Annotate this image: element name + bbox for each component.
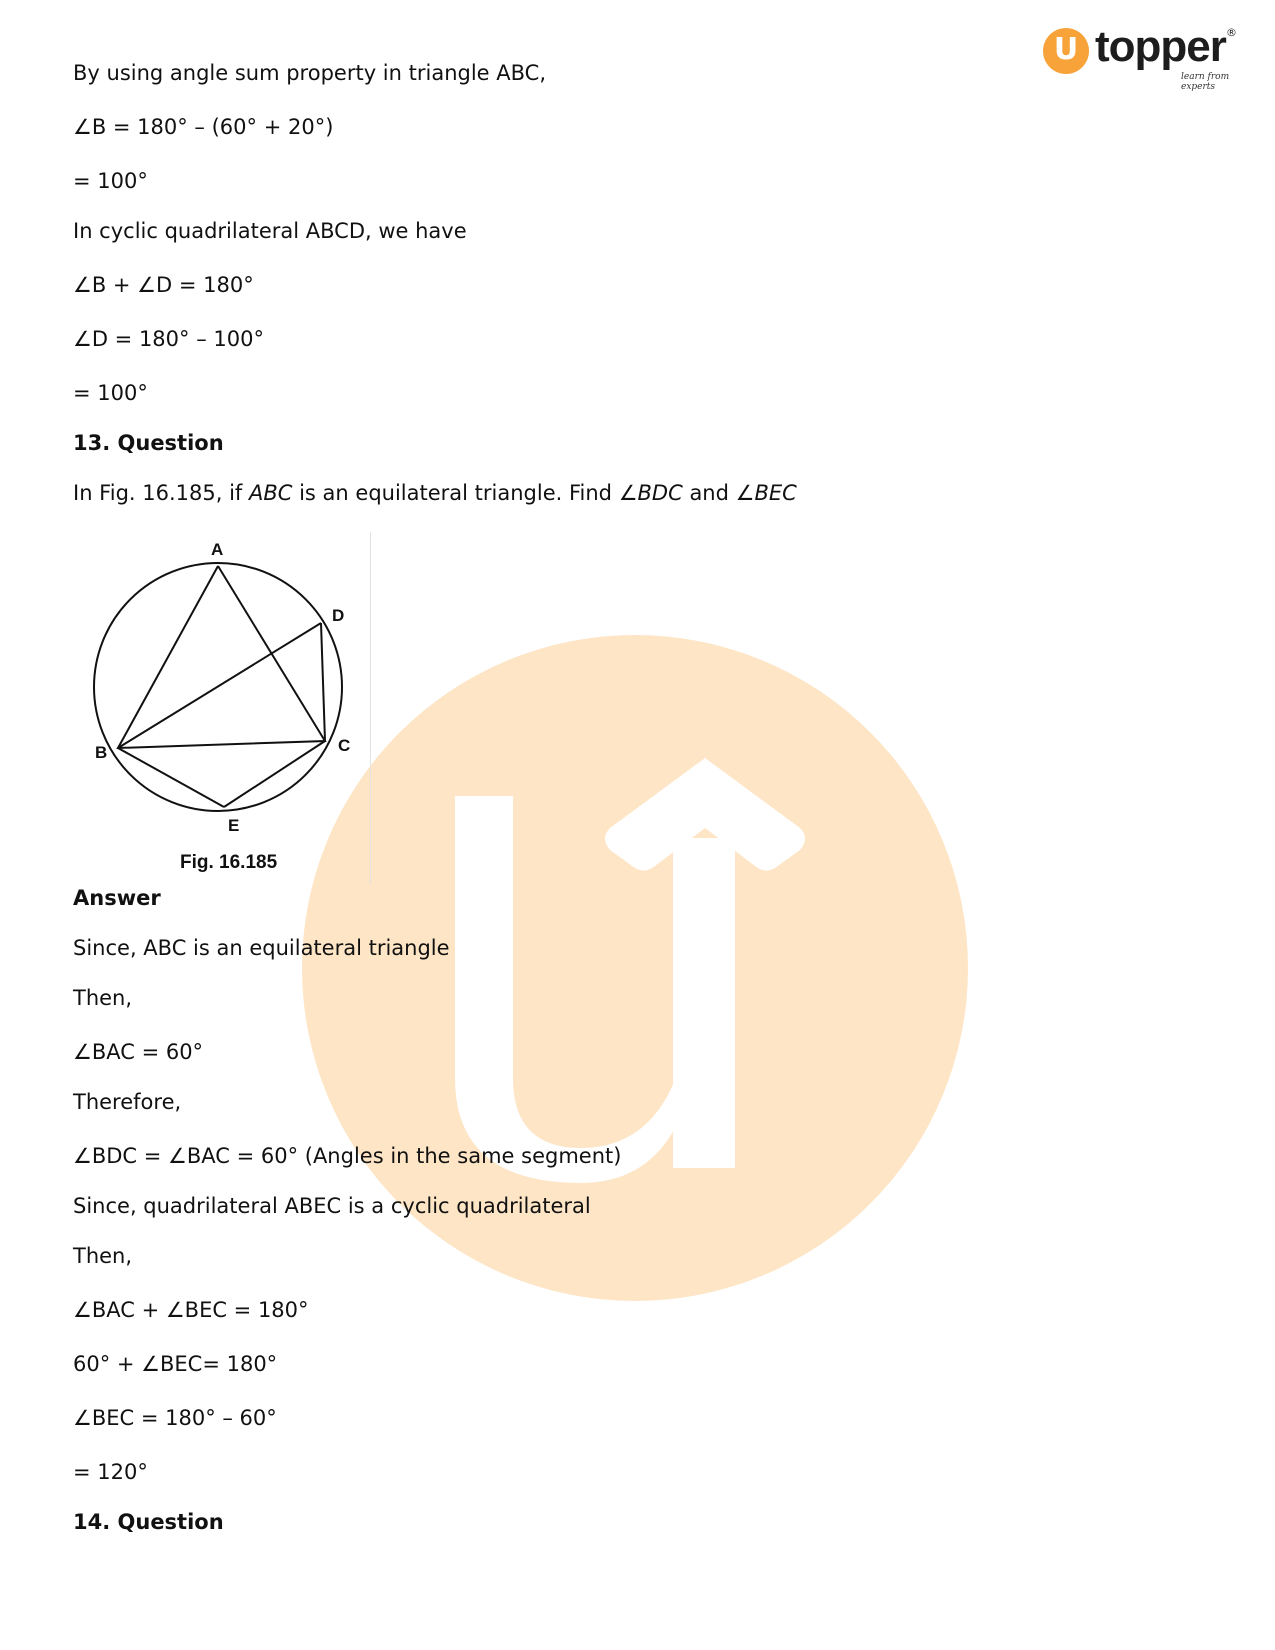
answer-line: 60° + ∠BEC= 180° [73,1352,278,1376]
circle-figure [85,535,385,890]
answer-line: Since, ABC is an equilateral triangle [73,936,450,960]
logo-mark: U [1043,28,1089,74]
equation-line: = 100° [73,381,148,405]
answer-heading: Answer [73,886,161,910]
answer-line: Therefore, [73,1090,182,1114]
equation-line: ∠D = 180° – 100° [73,327,264,351]
vertex-label-b: B [95,743,108,762]
answer-line: ∠BAC = 60° [73,1040,204,1064]
logo-tagline: learn from experts [1181,72,1230,92]
answer-line: ∠BAC + ∠BEC = 180° [73,1298,309,1322]
equation-line: ∠B = 180° – (60° + 20°) [73,115,334,139]
text-line: By using angle sum property in triangle ABC, [73,61,547,85]
question-heading: 13. Question [73,431,224,455]
equation-line: = 100° [73,169,148,193]
topper-logo [1043,22,1243,92]
vertex-label-e: E [228,816,240,835]
logo-wordmark: topper [1095,22,1226,71]
figure-caption: Fig. 16.185 [180,852,278,873]
answer-line: = 120° [73,1460,148,1484]
vertex-label-c: C [338,736,351,755]
segment-dc [321,623,325,741]
equation-line: ∠B + ∠D = 180° [73,273,254,297]
question-heading: 14. Question [73,1510,224,1534]
figure-divider [370,532,371,884]
answer-line: Then, [73,1244,133,1268]
registered-mark: ® [1226,26,1237,39]
text-line: In cyclic quadrilateral ABCD, we have [73,219,467,243]
answer-line: ∠BEC = 180° – 60° [73,1406,277,1430]
answer-line: Then, [73,986,133,1010]
triangle-abc [118,566,325,748]
answer-line: ∠BDC = ∠BAC = 60° (Angles in the same segment) [73,1144,622,1168]
question-text: In Fig. 16.185, if ABC is an equilateral triangle. Find ∠BDC and ∠BEC [73,481,797,505]
vertex-label-d: D [332,606,345,625]
answer-line: Since, quadrilateral ABEC is a cyclic quadrilateral [73,1194,591,1218]
vertex-label-a: A [211,540,224,559]
